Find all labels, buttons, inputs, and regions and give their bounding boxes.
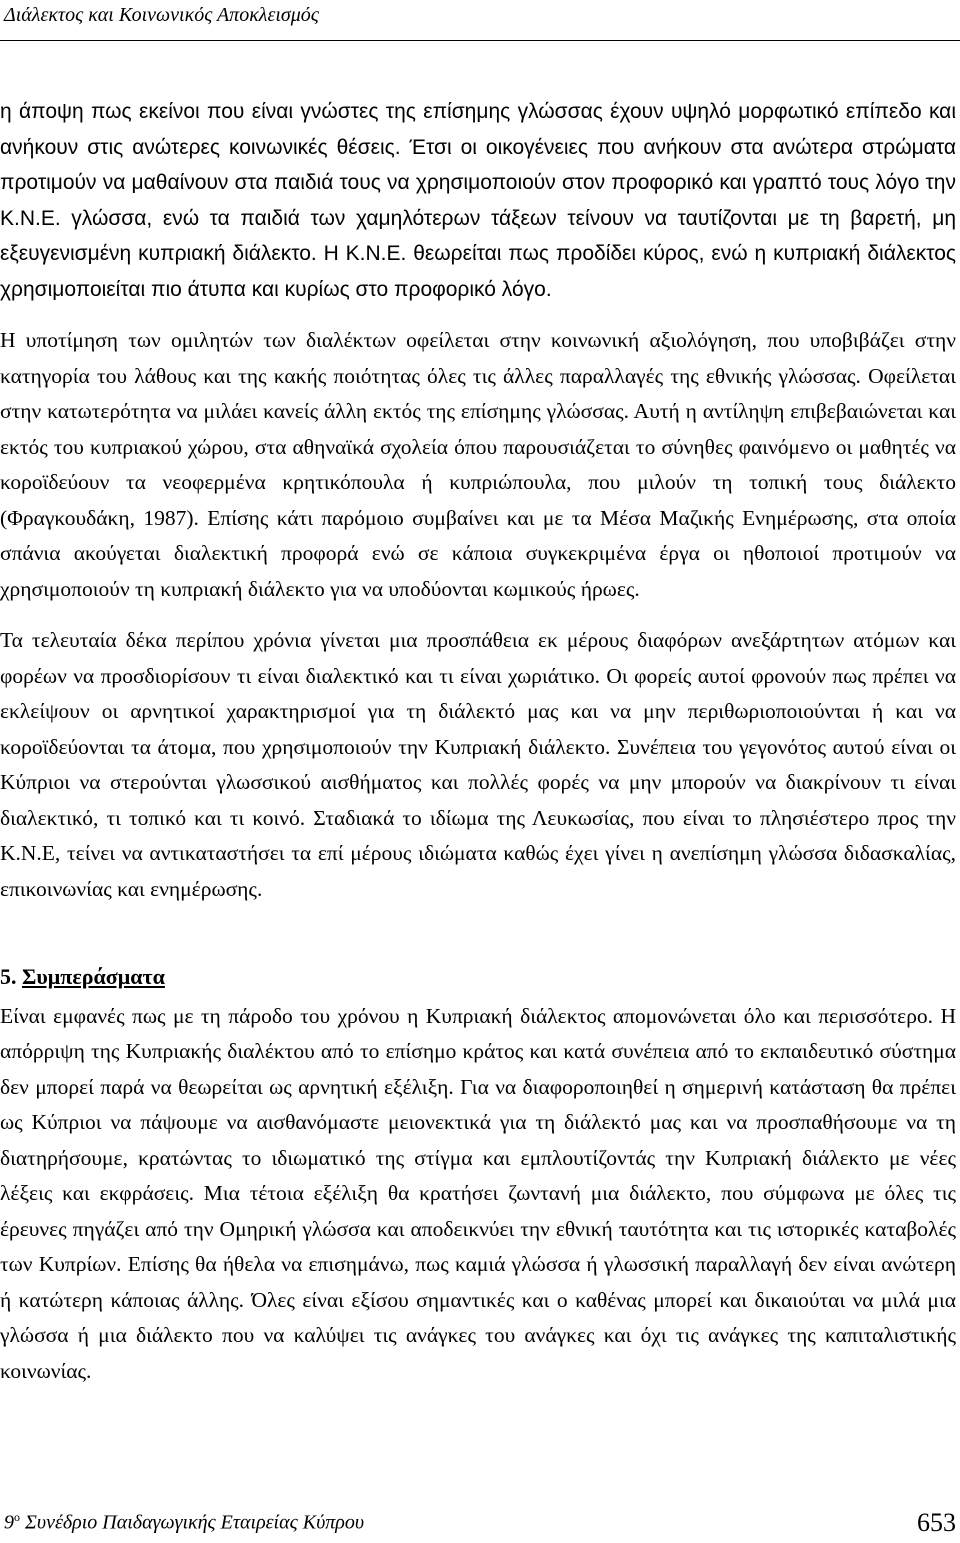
section-heading bbox=[0, 959, 956, 995]
page-footer bbox=[4, 1502, 956, 1538]
paragraph-recent-efforts: Τα τελευταία δέκα περίπου χρόνια γίνεται μια προσπάθεια εκ μέρους διαφόρων ανεξάρτητων ατόμων και φορέων να προσδιορίσουν τι είναι διαλεκτικό και τι είναι χωριάτικο. Οι φορείς αυτοί φρονούν πως πρέπει να εκλείψουν οι αρνητικοί χαρακτηρισμοί για τη διάλεκτό μας και να μην περιθωριοποιούνται ή και να κοροϊδεύονται τα άτομα, που χρησιμοποιούν την Κυπριακή διάλεκτο. Συνέπεια του γεγονότος αυτού είναι οι Κύπριοι να στερούνται γλωσσικού αισθήματος και πολλές φορές να μην μπορούν να διακρίνουν τι είναι διαλεκτικό, τι τοπικό και τι κοινό. Σταδιακά το ιδίωμα της Λευκωσίας, που είναι το πλησιέστερο προς την Κ.Ν.Ε, τείνει να αντικαταστήσει τα επί μέρους ιδιώματα καθώς έχει γίνει η ανεπίσημη γλώσσα διδασκαλίας, επικοινωνίας και ενημέρωσης. bbox=[0, 628, 956, 901]
paragraph-conclusions: Είναι εμφανές πως με τη πάροδο του χρόνου η Κυπριακή διάλεκτος απομονώνεται όλο και περισσότερο. Η απόρριψη της Κυπριακής διαλέκτου από το επίσημο κράτος και κατά συνέπεια από το εκπαιδευτικό σύστημα δεν μπορεί παρά να θεωρείται ως αρνητική εξέλιξη. Για να διαφοροποιηθεί η σημερινή κατάσταση θα πρέπει ως Κύπριοι να πάψουμε να αισθανόμαστε μειονεκτικά για τη διάλεκτό μας και να προσπαθήσουμε να τη διατηρήσουμε, κρατώντας το ιδιωματικό της στίγμα και εμπλουτίζοντάς την Κυπριακή διάλεκτο με νέες λέξεις και εκφράσεις. Μια τέτοια εξέλιξη θα κρατήσει ζωντανή μια διάλεκτο, που σύμφωνα με όλες τις έρευνες πηγάζει από την Ομηρική γλώσσα και αποδεικνύει την εθνική ταυτότητα και τις ιστορικές καταβολές των Κυπρίων. Επίσης θα ήθελα να επισημάνω, πως καμιά γλώσσα ή γλωσσική παραλλαγή δεν είναι ανώτερη ή κατώτερη κάποιας άλλης. Όλες είναι εξίσου σημαντικές και ο καθένας μπορεί και δικαιούται να μιλά μια γλώσσα ή μια διάλεκτο που να καλύψει τις ανάγκες του ανάγκες και όχι τις ανάγκες της καπιταλιστικής κοινωνίας. bbox=[0, 1003, 956, 1383]
paragraph-dialect-underestimation: Η υποτίμηση των ομιλητών των διαλέκτων οφείλεται στην κοινωνική αξιολόγηση, που υποβιβάζει στην κατηγορία του λάθους και της κακής ποιότητας όλες τις άλλες παραλλαγές της εθνικής γλώσσας. Οφείλεται στην κατωτερότητα να μιλάει κανείς άλλη εκτός της επίσημης γλώσσας. Αυτή η αντίληψη επιβεβαιώνεται και εκτός του κυπριακού χώρου, στα αθηναϊκά σχολεία όπου παρουσιάζεται το σύνηθες φαινόμενο οι μαθητές να κοροϊδεύουν τα νεοφερμένα κρητικόπουλα ή κυπριώπουλα, που μιλούν τη τοπική τους διάλεκτο (Φραγκουδάκη, 1987). Επίσης κάτι παρόμοιο συμβαίνει και με τα Μέσα Μαζικής Ενημέρωσης, στα οποία σπάνια ακούγεται διαλεκτική προφορά ενώ σε κάποια συγκεκριμένα έργα οι ηθοποιοί προτιμούν να χρησιμοποιούν τη κυπριακή διάλεκτο για να υποδύονται κωμικούς ήρωες. bbox=[0, 328, 956, 601]
footer-ordinal-number: 9 bbox=[4, 1511, 14, 1534]
page-number: 653 bbox=[917, 1508, 956, 1537]
footer-ordinal-suffix: ο bbox=[14, 1510, 20, 1524]
footer-conference-name: Συνέδριο Παιδαγωγικής Εταιρείας Κύπρου bbox=[25, 1511, 365, 1534]
footer-conference bbox=[4, 1510, 364, 1535]
page-body bbox=[0, 94, 956, 1389]
header-divider bbox=[0, 40, 960, 41]
section-number: 5. bbox=[0, 964, 17, 989]
paragraph-social-status: η άποψη πως εκείνοι που είναι γνώστες της επίσημης γλώσσας έχουν υψηλό μορφωτικό επίπεδο και ανήκουν στις ανώτερες κοινωνικές θέσεις. Έτσι οι οικογένειες που ανήκουν στα ανώτερα στρώματα προτιμούν να μαθαίνουν στα παιδιά τους να χρησιμοποιούν στον προφορικό και γραπτό τους λόγο την Κ.Ν.Ε. γλώσσα, ενώ τα παιδιά των χαμηλότερων τάξεων τείνουν να ταυτίζονται με τη βαρετή, μη εξευγενισμένη κυπριακή διάλεκτο. Η Κ.Ν.Ε. θεωρείται πως προδίδει κύρος, ενώ η κυπριακή διάλεκτος χρησιμοποιείται πιο άτυπα και κυρίως στο προφορικό λόγο. bbox=[0, 100, 956, 301]
running-header-title: Διάλεκτος και Κοινωνικός Αποκλεισμός bbox=[4, 4, 319, 26]
section-title: Συμπεράσματα bbox=[22, 964, 165, 989]
